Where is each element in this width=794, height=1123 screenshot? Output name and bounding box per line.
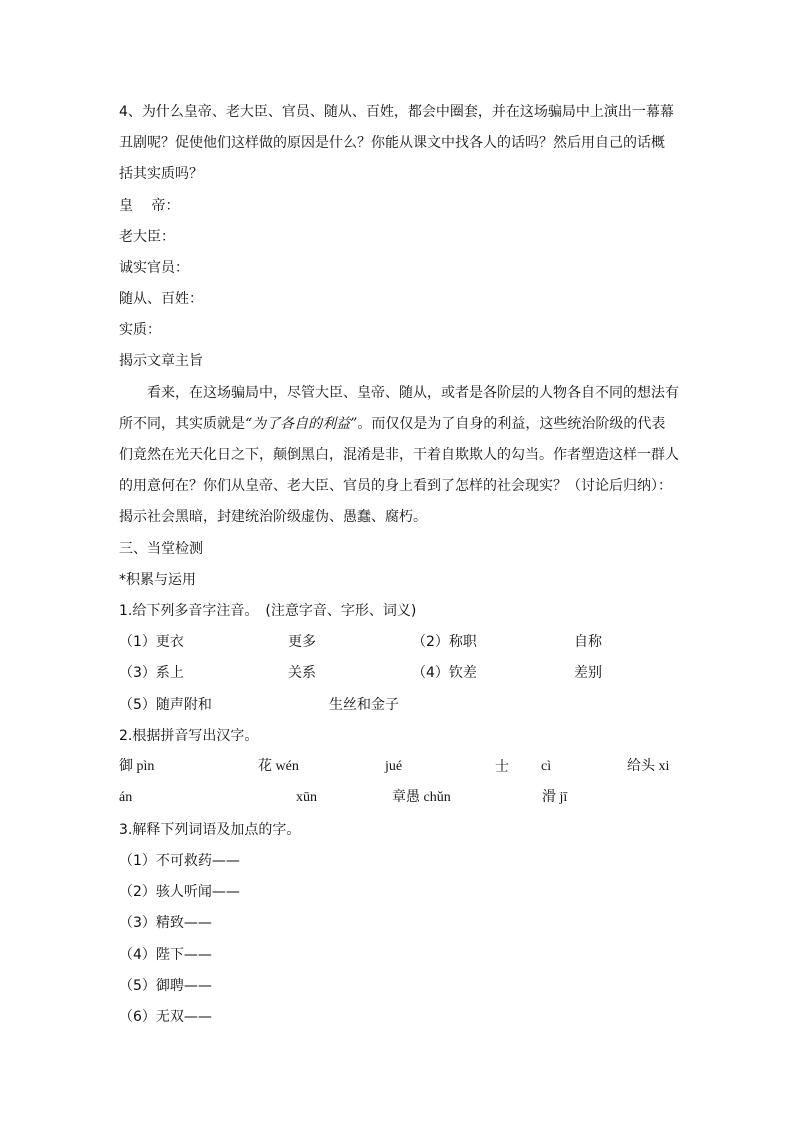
q2-r2-item-4: 滑 jī xyxy=(542,790,568,805)
q3-item-4: （4）陛下—— xyxy=(119,947,212,963)
q1-r1-c4: 自称 xyxy=(574,634,602,650)
q2-r1-item-5: cì xyxy=(541,759,552,774)
q4-item-old-minister: 老大臣： xyxy=(119,229,175,245)
q4-line-3: 括其实质吗？ xyxy=(119,166,203,182)
q2-r2-item-3: 章愚 chǔn xyxy=(392,790,451,805)
q1-r1-c2: 更多 xyxy=(288,634,316,650)
q1-r3-c2: 生丝和金子 xyxy=(329,697,399,713)
q4-line-2: 丑剧呢？促使他们这样做的原因是什么？你能从课文中找各人的话吗？然后用自己的话概 xyxy=(119,135,665,151)
q2-r1-item-3: jué xyxy=(385,759,403,774)
q2-r1-item-1: 御 pìn xyxy=(119,759,155,774)
q1-title: 1.给下列多音字注音。 (注意字音、字形、词义) xyxy=(119,603,417,619)
q3-item-6: （6）无双—— xyxy=(119,1009,212,1025)
theme-para-line-2: 所不同，其实质就是“为了各自的利益”。而仅仅是为了自身的利益，这些统治阶级的代表 xyxy=(119,416,666,432)
q1-r2-c1: （3）系上 xyxy=(119,665,184,681)
q4-item-essence: 实质： xyxy=(119,322,161,338)
section3-heading: 三、当堂检测 xyxy=(119,541,203,557)
q2-r1-item-2: 花 wén xyxy=(258,759,299,774)
q3-item-1: （1）不可救药—— xyxy=(119,853,240,869)
q1-r2-c4: 差别 xyxy=(574,665,602,681)
q2-r1-item-6: 给头 xi xyxy=(627,759,670,774)
q2-r2-item-2: xūn xyxy=(296,790,317,805)
q1-r2-c2: 关系 xyxy=(288,665,316,681)
q3-title: 3.解释下列词语及加点的字。 xyxy=(119,822,301,838)
theme-quote: “为了各自的利益” xyxy=(245,416,358,432)
theme-para-line-1: 看来，在这场骗局中，尽管大臣、皇帝、随从，或者是各阶层的人物各自不同的想法有 xyxy=(147,385,679,401)
theme-para-line-3: 们竟然在光天化日之下，颠倒黑白，混淆是非，干着自欺欺人的勾当。作者塑造这样一群人 xyxy=(119,447,679,463)
q2-r1-item-4: 士 xyxy=(495,759,509,775)
q1-r2-c3: （4）钦差 xyxy=(412,665,477,681)
q3-item-3: （3）精致—— xyxy=(119,915,212,931)
q4-item-honest-official: 诚实官员： xyxy=(119,260,189,276)
section3-sub-heading: *积累与运用 xyxy=(119,572,196,588)
q2-r2-item-1: án xyxy=(119,790,133,805)
theme-para-line-5: 揭示社会黑暗，封建统治阶级虚伪、愚蠢、腐朽。 xyxy=(119,509,427,525)
q1-r1-c1: （1）更衣 xyxy=(119,634,184,650)
q4-item-emperor: 皇 帝： xyxy=(119,198,180,214)
theme-heading: 揭示文章主旨 xyxy=(119,353,203,369)
theme-para-line-4: 的用意何在？你们从皇帝、老大臣、官员的身上看到了怎样的社会现实？（讨论后归纳）： xyxy=(119,478,672,494)
q1-r1-c3: （2）称职 xyxy=(412,634,477,650)
q3-item-5: （5）御聘—— xyxy=(119,978,212,994)
q4-line-1: 4、为什么皇帝、老大臣、官员、随从、百姓，都会中圈套，并在这场骗局中上演出一幕幕 xyxy=(119,104,674,120)
q3-item-2: （2）骇人听闻—— xyxy=(119,884,240,900)
q1-r3-c1: （5）随声附和 xyxy=(119,697,212,713)
q4-item-attendants: 随从、百姓： xyxy=(119,291,203,307)
q2-title: 2.根据拼音写出汉字。 xyxy=(119,728,259,744)
